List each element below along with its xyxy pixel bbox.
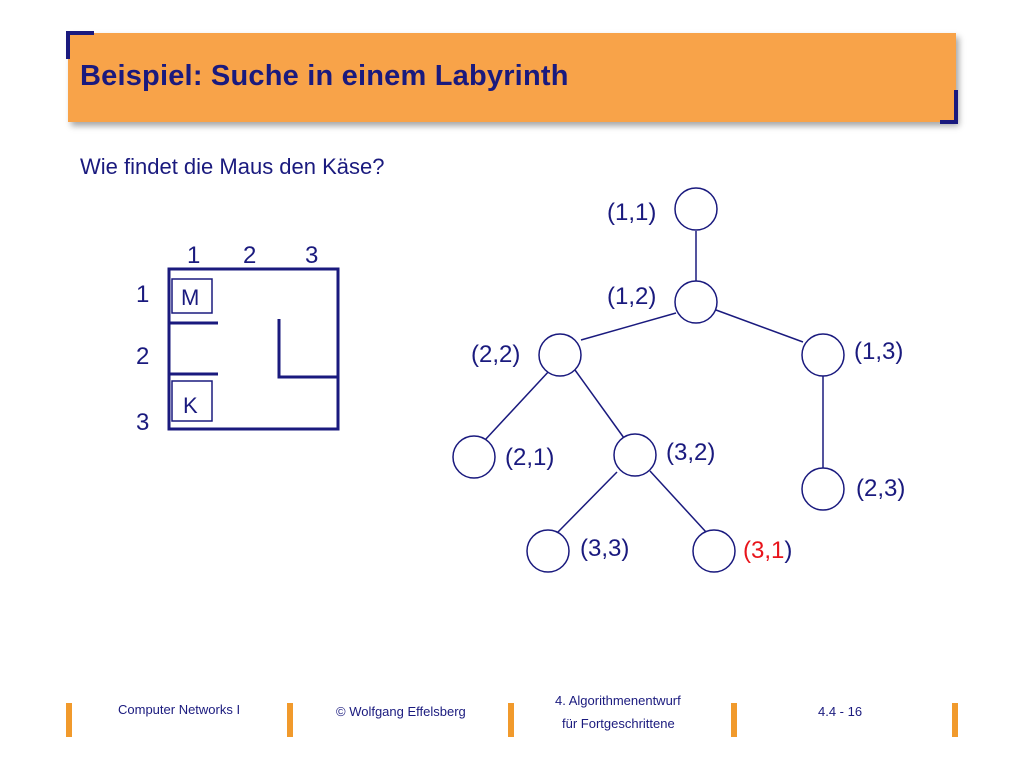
tree-label-3-1-open: (3, xyxy=(743,537,772,564)
tree-label-2-3: (2,3) xyxy=(856,475,906,502)
cheese-label: K xyxy=(183,393,198,418)
edge-22-21 xyxy=(485,370,550,440)
maze-col-label-3: 3 xyxy=(305,242,319,269)
footer-divider-2 xyxy=(287,703,293,737)
tree-label-3-1-close: ) xyxy=(784,537,793,564)
edge-22-32 xyxy=(575,370,624,438)
footer-chapter-line2: für Fortgeschrittene xyxy=(562,716,675,731)
tree-label-2-1: (2,1) xyxy=(505,444,555,471)
footer-author: © Wolfgang Effelsberg xyxy=(336,704,466,719)
tree-node-2-3 xyxy=(802,468,844,510)
tree-node-3-3 xyxy=(527,530,569,572)
footer-page-number: 4.4 - 16 xyxy=(818,704,863,719)
maze-col-label-2: 2 xyxy=(243,242,257,269)
tree-nodes xyxy=(453,188,844,572)
tree-node-1-2 xyxy=(675,281,717,323)
tree-label-1-1: (1,1) xyxy=(607,199,657,226)
tree-label-1-2: (1,2) xyxy=(607,283,657,310)
tree-edges xyxy=(485,231,823,532)
tree-node-1-3 xyxy=(802,334,844,376)
maze-wall-corner xyxy=(279,319,338,377)
tree-node-3-2 xyxy=(614,434,656,476)
footer-course: Computer Networks I xyxy=(118,702,241,717)
tree-label-3-2: (3,2) xyxy=(666,439,716,466)
footer-divider-3 xyxy=(508,703,514,737)
edge-12-13 xyxy=(716,310,803,342)
tree-labels xyxy=(471,199,905,564)
tree-label-1-3: (1,3) xyxy=(854,338,904,365)
maze-row-label-1: 1 xyxy=(136,281,150,308)
question-text: Wie findet die Maus den Käse? xyxy=(80,154,385,179)
tree-label-3-1-digit: 1 xyxy=(771,537,785,564)
edge-12-22 xyxy=(581,313,676,340)
tree-label-3-3: (3,3) xyxy=(580,535,630,562)
tree-node-3-1 xyxy=(693,530,735,572)
footer-divider-5 xyxy=(952,703,958,737)
footer-chapter-line1: 4. Algorithmenentwurf xyxy=(555,693,681,708)
footer-divider-4 xyxy=(731,703,737,737)
tree-node-2-1 xyxy=(453,436,495,478)
mouse-label: M xyxy=(181,285,200,310)
maze xyxy=(136,242,338,436)
maze-row-label-2: 2 xyxy=(136,343,150,370)
maze-col-label-1: 1 xyxy=(187,242,201,269)
footer-divider-1 xyxy=(66,703,72,737)
edge-32-31 xyxy=(650,471,706,532)
page-title: Beispiel: Suche in einem Labyrinth xyxy=(80,60,569,92)
maze-row-label-3: 3 xyxy=(136,409,150,436)
tree-node-1-1 xyxy=(675,188,717,230)
tree-label-3-1 xyxy=(743,537,792,564)
edge-32-33 xyxy=(558,472,617,532)
tree-label-2-2: (2,2) xyxy=(471,341,521,368)
tree-node-2-2 xyxy=(539,334,581,376)
